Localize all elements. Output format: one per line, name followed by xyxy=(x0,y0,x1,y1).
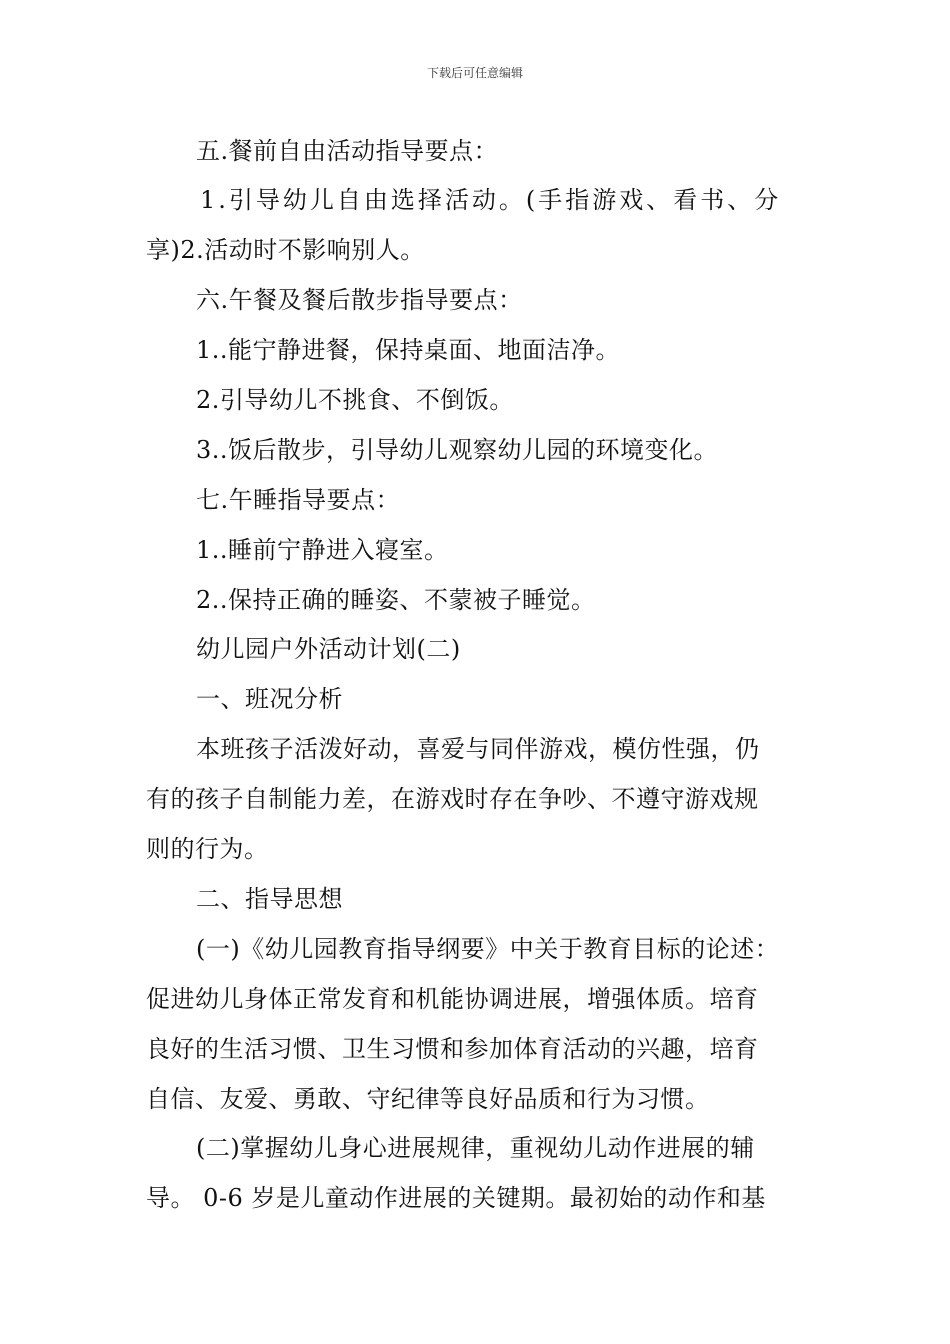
section-heading: 六.午餐及餐后散步指导要点： xyxy=(196,286,523,314)
paragraph-line: 导。 0-6 岁是儿童动作进展的关键期。最初始的动作和基 xyxy=(146,1184,766,1212)
section-heading: 一、班况分析 xyxy=(196,685,343,713)
paragraph-line: 自信、友爱、勇敢、守纪律等良好品质和行为习惯。 xyxy=(146,1085,710,1113)
paragraph-line: 促进幼儿身体正常发育和机能协调进展，增强体质。培育 xyxy=(146,985,759,1013)
section-heading: 二、指导思想 xyxy=(196,885,343,913)
paragraph-line: (二)掌握幼儿身心进展规律，重视幼儿动作进展的辅 xyxy=(196,1134,755,1162)
paragraph-line: (一)《幼儿园教育指导纲要》中关于教育目标的论述： xyxy=(196,935,780,963)
paragraph-line: 1..能宁静进餐，保持桌面、地面洁净。 xyxy=(196,336,621,364)
page-header: 下载后可任意编辑 xyxy=(426,66,523,80)
paragraph-line: 有的孩子自制能力差，在游戏时存在争吵、不遵守游戏规 xyxy=(146,785,759,813)
document-title: 幼儿园户外活动计划(二) xyxy=(196,635,461,663)
paragraph-line: 1..睡前宁静进入寝室。 xyxy=(196,536,449,564)
section-heading: 七.午睡指导要点： xyxy=(196,486,401,514)
paragraph-line: 则的行为。 xyxy=(146,835,269,863)
paragraph-line: 本班孩子活泼好动，喜爱与同伴游戏，模仿性强，仍 xyxy=(196,735,760,763)
paragraph-line: 享)2.活动时不影响别人。 xyxy=(146,236,425,264)
paragraph-line: 3..饭后散步，引导幼儿观察幼儿园的环境变化。 xyxy=(196,436,719,464)
section-heading: 五.餐前自由活动指导要点： xyxy=(196,137,499,165)
paragraph-line: 1.引导幼儿自由选择活动。(手指游戏、看书、分 xyxy=(200,186,782,214)
paragraph-line: 2..保持正确的睡姿、不蒙被子睡觉。 xyxy=(196,586,596,614)
paragraph-line: 2.引导幼儿不挑食、不倒饭。 xyxy=(196,386,514,414)
paragraph-line: 良好的生活习惯、卫生习惯和参加体育活动的兴趣，培育 xyxy=(146,1035,759,1063)
